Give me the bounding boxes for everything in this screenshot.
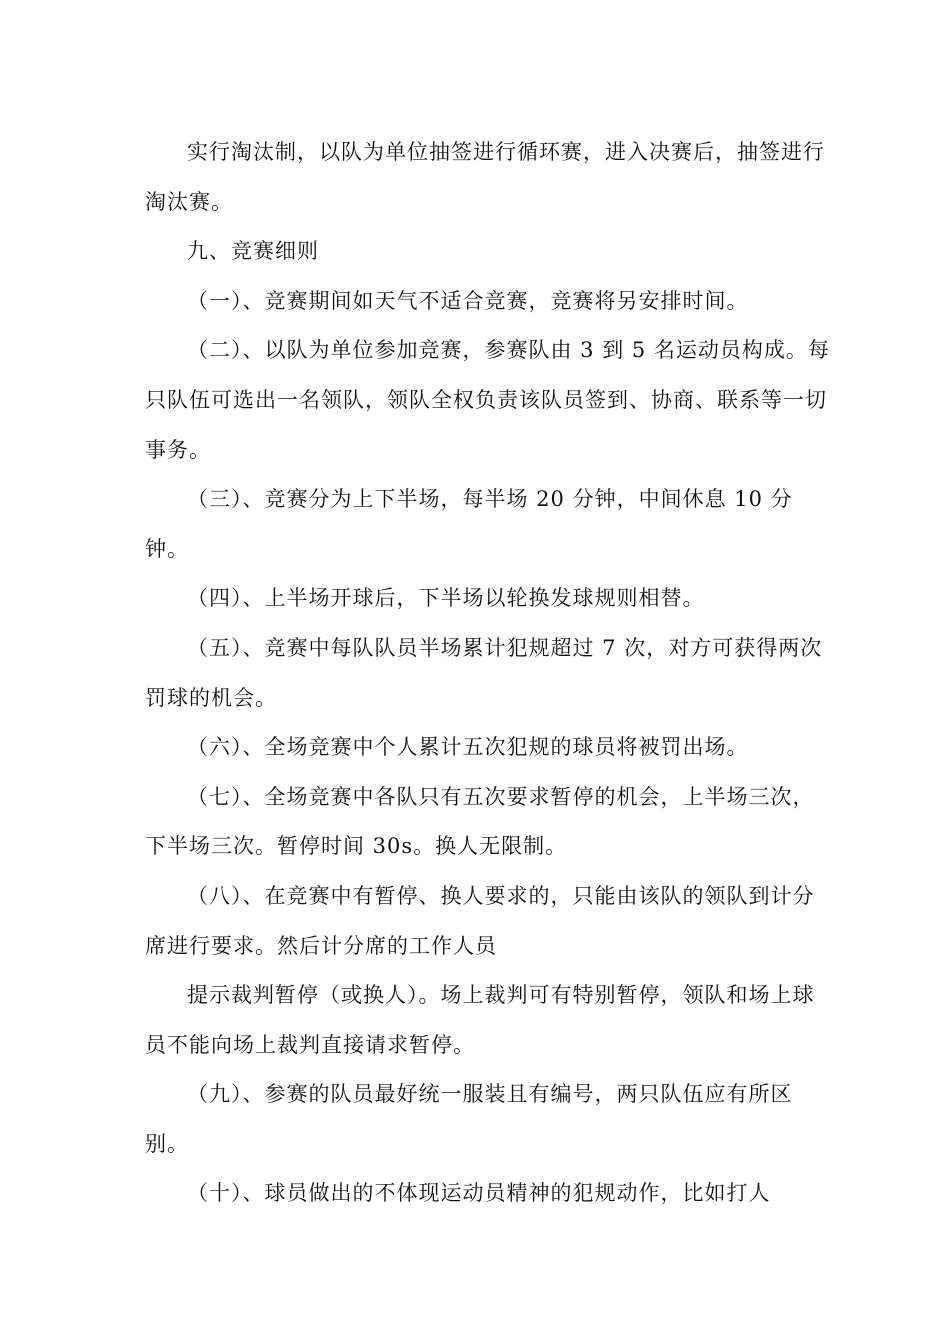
section-heading-9: 九、竞赛细则 (187, 239, 319, 264)
rule-8-continued: 提示裁判暂停（或换人）。场上裁判可有特别暂停，领队和场上球员不能向场上裁判直接请求暂停。 (145, 983, 815, 1057)
rule-9: （九）、参赛的队员最好统一服装且有编号，两只队伍应有所区别。 (145, 1082, 793, 1156)
rule-8: （八）、在竞赛中有暂停、换人要求的，只能由该队的领队到计分席进行要求。然后计分席的工作人员 (145, 883, 815, 958)
rule-3: （三）、竞赛分为上下半场，每半场 20 分钟，中间休息 10 分钟。 (145, 487, 793, 561)
rule-10: （十）、球员做出的不体现运动员精神的犯规动作，比如打人 (187, 1181, 771, 1206)
paragraph-1: 实行淘汰制，以队为单位抽签进行循环赛，进入决赛后，抽签进行淘汰赛。 (145, 140, 825, 214)
rule-5: （五）、竞赛中每队队员半场累计犯规超过 7 次，对方可获得两次罚球的机会。 (145, 635, 823, 710)
rule-1: （一）、竞赛期间如天气不适合竞赛，竞赛将另安排时间。 (187, 288, 749, 313)
rule-4: （四）、上半场开球后，下半场以轮换发球规则相替。 (187, 586, 705, 611)
document-body (145, 128, 835, 1219)
rule-7: （七）、全场竞赛中各队只有五次要求暂停的机会，上半场三次，下半场三次。暂停时间 30s。换人无限制。 (145, 784, 815, 859)
rule-6: （六）、全场竞赛中个人累计五次犯规的球员将被罚出场。 (187, 735, 749, 760)
rule-2: （二）、以队为单位参加竞赛，参赛队由 3 到 5 名运动员构成。每只队伍可选出一名领队，领队全权负责该队员签到、协商、联系等一切事务。 (145, 338, 830, 462)
